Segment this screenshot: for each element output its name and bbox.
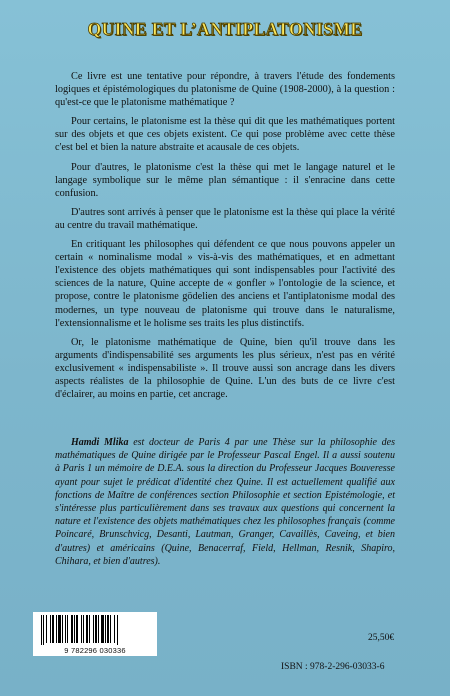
summary-paragraph: Ce livre est une tentative pour répondre, à travers l'étude des fondements logiques et épistémologiques du platonisme de Quine (1908-2000), à la question : qu'est-ce que le platonisme mathématique ? (55, 71, 395, 109)
author-bio-text: est docteur de Paris 4 par une Thèse sur la philosophie des mathématiques de Quine dirigée par le Professeur Pascal Engel. Il a aussi soutenu à Paris 1 un mémoire de D.E.A. sous la direction du Professeur Jacques Bouveresse ayant pour sujet le prédicat d'identité chez Quine. Il est actuellement qualifié aux fonctions de Maître de conférences section Philosophie et section Epistémologie, et s'intéresse plus particulièrement dans ses travaux aux questions qui concernent la nature et l'existence des objets mathématiques chez les philosophes français (comme Poincaré, Brunschvicg, Desanti, Lautman, Granger, Cavaillès, Caveing, et bien d'autres) et américains (Quine, Benacerraf, Field, Hellman, Resnik, Shapiro, Chihara, et bien d'autres). (55, 437, 395, 567)
price: 25,50€ (368, 633, 395, 643)
isbn: ISBN : 978-2-296-03033-6 (281, 662, 385, 672)
barcode-number: 9 782296 030336 (64, 646, 126, 655)
author-bio (55, 436, 395, 568)
summary-paragraph: En critiquant les philosophes qui défendent ce que nous pouvons appeler un certain « nominalisme modal » vis-à-vis des mathématiques, et en admettant l'existence des objets mathématiques qui sont indispensables pour l'activité des sciences de la nature, Quine accepte de « gonfler » l'ontologie de la science, et propose, contre le platonisme gödelien des anciens et l'antiplatonisme modal des modernes, un type nouveau de platonisme qui trouve dans le naturalisme, l'extensionnalisme et le holisme ses traits les plus distinctifs. (55, 239, 395, 329)
book-title: QUINE ET L’ANTIPLATONISME (87, 19, 363, 39)
author-name: Hamdi Mlika (71, 437, 129, 448)
barcode (33, 612, 157, 656)
summary-paragraph: D'autres sont arrivés à penser que le platonisme est la thèse qui place la vérité au centre du travail mathématique. (55, 206, 395, 231)
summary-paragraph: Pour certains, le platonisme est la thèse qui dit que les mathématiques portent sur des objets et que ces objets existent. Ce qui pose problème avec cette thèse c'est bel et bien la nature abstraite et acausale de ces objets. (55, 116, 395, 154)
summary-text (55, 70, 395, 407)
summary-paragraph: Pour d'autres, le platonisme c'est la thèse qui met le langage naturel et le langage symbolique sur le même plan sémantique : il s'enracine dans cette confusion. (55, 161, 395, 199)
barcode-bars (33, 612, 157, 646)
summary-paragraph: Or, le platonisme mathématique de Quine, bien qu'il trouve dans les arguments d'indispensabilité ses arguments les plus sérieux, n'est pas en vérité exclusivement « indispensabiliste ». Il trouve aussi son ancrage dans les divers aspects réalistes de la philosophie de Quine. L'un des buts de ce livre c'est d'éclairer, au moins en partie, cet ancrage. (55, 336, 395, 401)
